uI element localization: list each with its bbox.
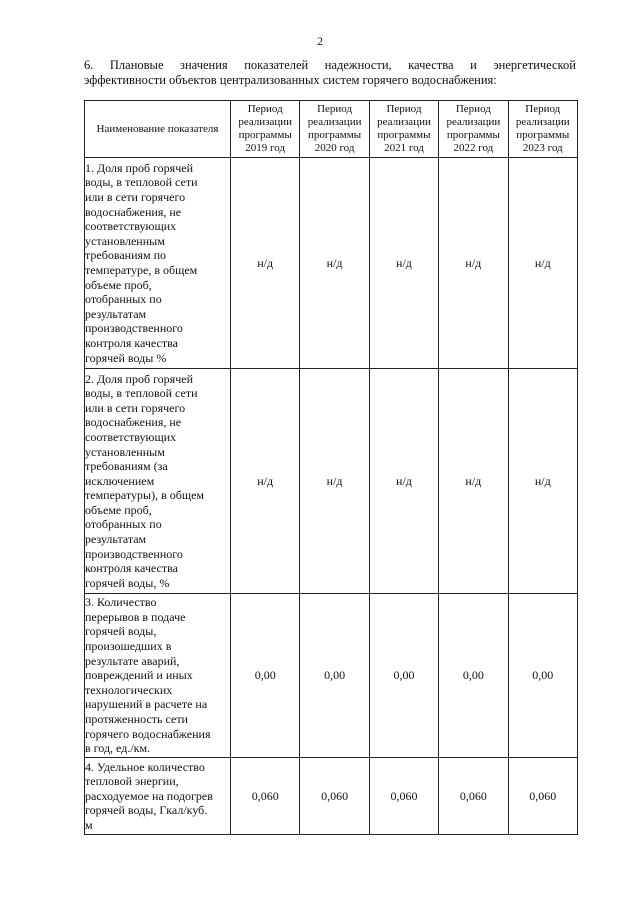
period-header-line: реализации: [515, 116, 570, 128]
indicator-name-line: контроля качества: [85, 335, 178, 350]
value-cell-2023: 0,060: [508, 758, 577, 835]
period-header-2022: [439, 101, 508, 158]
indicator-name-line: 2. Доля проб горячей: [85, 371, 193, 386]
indicator-name-line: соответствующих: [85, 429, 177, 444]
indicator-name-cell: [85, 158, 231, 369]
heading-word: значения: [180, 58, 228, 72]
period-header-line: реализации: [446, 116, 501, 128]
table-row: [85, 758, 578, 835]
value-cell-2021: 0,00: [369, 594, 438, 758]
indicator-name-line: объеме проб,: [85, 277, 152, 292]
indicator-name-line: расходуемое на подогрев: [85, 788, 213, 803]
period-header-line: реализации: [307, 116, 362, 128]
indicator-name-line: требованиям по: [85, 248, 167, 263]
indicator-name-line: горячей воды, Гкал/куб.: [85, 803, 208, 818]
heading-word: и: [470, 58, 477, 72]
section-heading: [84, 58, 576, 88]
indicator-name-line: водоснабжения, не: [85, 415, 182, 430]
indicator-name-line: 4. Удельное количество: [85, 759, 205, 774]
indicator-name-line: исключением: [85, 473, 155, 488]
value-cell-2020: 0,00: [300, 594, 369, 758]
indicator-name-cell: [85, 758, 231, 835]
indicator-name-line: технологических: [85, 682, 173, 697]
heading-word: показателей: [244, 58, 309, 72]
period-header-line: программы: [446, 129, 500, 141]
indicator-name-line: температуре, в общем: [85, 263, 198, 277]
indicator-name-line: водоснабжения, не: [85, 204, 182, 219]
section-heading-line-2: эффективности объектов централизованных систем горячего водоснабжения:: [84, 73, 497, 87]
value-cell-2019: н/д: [231, 158, 300, 369]
period-header-2020: [300, 101, 369, 158]
indicator-name-cell: [85, 594, 231, 758]
period-header-line: 2021 год: [384, 142, 424, 154]
indicator-name-line: результатам: [85, 306, 147, 321]
value-cell-2020: н/д: [300, 158, 369, 369]
period-header-line: программы: [377, 129, 431, 141]
value-cell-2022: 0,00: [439, 594, 508, 758]
value-cell-2020: 0,060: [300, 758, 369, 835]
indicator-name-line: горячей воды,: [85, 624, 157, 639]
value-cell-2019: 0,00: [231, 594, 300, 758]
indicator-name-line: горячей воды, %: [85, 575, 170, 590]
period-header-line: программы: [516, 129, 570, 141]
indicator-name-line: тепловой энергии,: [85, 774, 179, 789]
indicator-name-line: отобранных по: [85, 292, 162, 307]
table-row: [85, 594, 578, 758]
indicator-name-line: требованиям (за: [85, 459, 168, 474]
name-column-header: Наименование показателя: [85, 101, 231, 158]
indicator-name-line: соответствующих: [85, 219, 177, 234]
period-header-line: Период: [525, 103, 561, 115]
indicator-name-line: установленным: [85, 444, 165, 459]
value-cell-2021: н/д: [369, 158, 438, 369]
indicator-name-line: контроля качества: [85, 561, 178, 576]
indicator-name-line: воды, в тепловой сети: [85, 386, 198, 401]
section-heading-line-1: [84, 58, 576, 73]
period-header-line: 2023 год: [522, 142, 563, 154]
indicator-name-line: 3. Количество: [85, 595, 157, 610]
indicator-name-line: нарушений в расчете на: [85, 697, 208, 712]
indicator-name-line: установленным: [85, 233, 165, 248]
indicator-name-line: отобранных по: [85, 517, 162, 532]
indicators-table: [84, 100, 578, 835]
indicator-name-line: производственного: [85, 546, 183, 561]
indicator-name-line: повреждений и иных: [85, 668, 193, 683]
indicator-name-line: или в сети горячего: [85, 190, 186, 205]
indicator-name-line: м: [85, 817, 93, 832]
indicator-name-line: горячего водоснабжения: [85, 726, 211, 741]
period-header-line: реализации: [238, 116, 293, 128]
indicator-name-line: результате аварий,: [85, 653, 180, 668]
period-header-2019: [231, 101, 300, 158]
indicator-name-line: произошедших в: [85, 639, 172, 654]
table-row: [85, 369, 578, 594]
value-cell-2023: н/д: [508, 158, 577, 369]
period-header-line: программы: [238, 129, 292, 141]
table-header-row: [85, 101, 578, 158]
indicator-name-line: результатам: [85, 532, 147, 547]
period-header-line: Период: [455, 103, 491, 115]
value-cell-2023: н/д: [508, 369, 577, 594]
page-number: 2: [317, 34, 323, 48]
table-row: [85, 158, 578, 369]
period-header-line: реализации: [377, 116, 431, 128]
indicator-name-line: производственного: [85, 321, 183, 336]
indicator-name-line: объеме проб,: [85, 502, 152, 517]
indicator-name-line: протяженность сети: [85, 711, 188, 726]
period-header-line: 2022 год: [453, 142, 494, 154]
value-cell-2022: н/д: [439, 158, 508, 369]
indicator-name-line: перерывов в подаче: [85, 609, 186, 624]
indicator-name-cell: [85, 369, 231, 594]
value-cell-2021: 0,060: [369, 758, 438, 835]
value-cell-2020: н/д: [300, 369, 369, 594]
period-header-line: 2020 год: [314, 142, 355, 154]
value-cell-2021: н/д: [369, 369, 438, 594]
period-header-line: Период: [386, 103, 422, 115]
indicator-name-line: 1. Доля проб горячей: [85, 160, 193, 175]
indicator-name-line: горячей воды %: [85, 350, 167, 365]
value-cell-2023: 0,00: [508, 594, 577, 758]
period-header-2023: [508, 101, 577, 158]
heading-word: 6.: [84, 58, 94, 72]
indicator-name-line: в год, ед./км.: [85, 741, 151, 756]
heading-word: Плановые: [109, 58, 164, 72]
period-header-line: 2019 год: [245, 142, 286, 154]
value-cell-2019: н/д: [231, 369, 300, 594]
indicator-name-line: воды, в тепловой сети: [85, 175, 198, 190]
period-header-line: Период: [247, 103, 283, 115]
period-header-line: программы: [308, 129, 362, 141]
value-cell-2022: н/д: [439, 369, 508, 594]
value-cell-2019: 0,060: [231, 758, 300, 835]
period-header-line: Период: [317, 103, 353, 115]
heading-word: энергетической: [493, 58, 576, 72]
heading-word: надежности,: [324, 58, 392, 72]
indicator-name-line: или в сети горячего: [85, 400, 186, 415]
indicator-name-line: температуры), в общем: [85, 488, 205, 503]
value-cell-2022: 0,060: [439, 758, 508, 835]
heading-word: качества: [408, 58, 454, 72]
period-header-2021: [369, 101, 438, 158]
